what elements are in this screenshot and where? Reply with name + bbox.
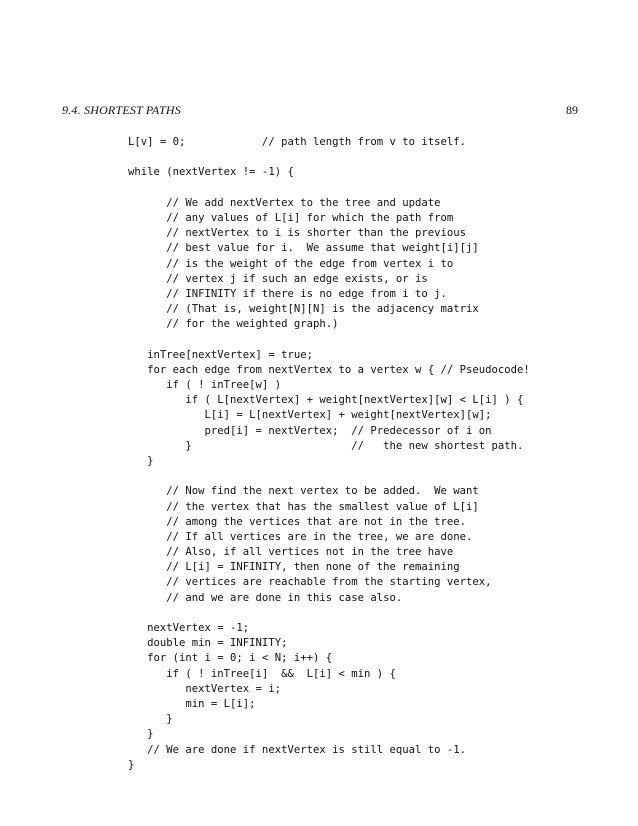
code-line: } xyxy=(128,454,154,467)
code-line xyxy=(128,469,530,484)
code-line: // Now find the next vertex to be added. We want xyxy=(128,485,479,498)
section-title: 9.4. SHORTEST PATHS xyxy=(62,103,181,117)
code-line: inTree[nextVertex] = true; xyxy=(128,348,313,361)
code-line: double min = INFINITY; xyxy=(128,637,288,650)
code-line: min = L[i]; xyxy=(128,697,256,710)
code-line xyxy=(128,332,530,347)
code-line: // vertices are reachable from the starting vertex, xyxy=(128,576,492,589)
code-line: while (nextVertex != -1) { xyxy=(128,166,294,179)
code-line xyxy=(128,606,530,621)
code-line: for (int i = 0; i < N; i++) { xyxy=(128,652,333,665)
code-line: // If all vertices are in the tree, we are done. xyxy=(128,530,473,543)
code-line: // vertex j if such an edge exists, or is xyxy=(128,272,428,285)
code-line: // We add nextVertex to the tree and update xyxy=(128,196,441,209)
code-line: // any values of L[i] for which the path from xyxy=(128,211,454,224)
page-number: 89 xyxy=(566,103,578,117)
code-line: nextVertex = i; xyxy=(128,682,282,695)
code-line: // We are done if nextVertex is still equal to -1. xyxy=(128,743,467,756)
code-line: // INFINITY if there is no edge from i to j. xyxy=(128,287,447,300)
code-line: } xyxy=(128,728,154,741)
code-line: } xyxy=(128,758,135,771)
code-line: if ( L[nextVertex] + weight[nextVertex][w] < L[i] ) { xyxy=(128,394,524,407)
code-line: // among the vertices that are not in the tree. xyxy=(128,515,467,528)
code-line: // best value for i. We assume that weight[i][j] xyxy=(128,242,479,255)
code-line: // is the weight of the edge from vertex i to xyxy=(128,257,454,270)
code-line xyxy=(128,181,530,196)
code-line: if ( ! inTree[i] && L[i] < min ) { xyxy=(128,667,396,680)
code-line: pred[i] = nextVertex; // Predecessor of i on xyxy=(128,424,492,437)
code-line: nextVertex = -1; xyxy=(128,622,250,634)
code-line xyxy=(128,150,530,165)
code-line: // the vertex that has the smallest value of L[i] xyxy=(128,500,479,513)
code-line: L[i] = L[nextVertex] + weight[nextVertex][w]; xyxy=(128,409,492,422)
code-line: for each edge from nextVertex to a vertex w { // Pseudocode! xyxy=(128,363,530,376)
code-line: } // the new shortest path. xyxy=(128,439,524,452)
code-line: } xyxy=(128,713,173,726)
code-line: L[v] = 0; // path length from v to itself. xyxy=(128,136,467,148)
code-line: // (That is, weight[N][N] is the adjacency matrix xyxy=(128,303,479,316)
running-header xyxy=(62,101,578,119)
code-line: // L[i] = INFINITY, then none of the remaining xyxy=(128,561,460,574)
code-line: // Also, if all vertices not in the tree have xyxy=(128,546,454,559)
code-line: // for the weighted graph.) xyxy=(128,318,339,331)
code-line: if ( ! inTree[w] ) xyxy=(128,379,282,391)
code-line: // nextVertex to i is shorter than the previous xyxy=(128,227,467,240)
code-listing xyxy=(128,135,530,773)
code-line: // and we are done in this case also. xyxy=(128,591,403,604)
